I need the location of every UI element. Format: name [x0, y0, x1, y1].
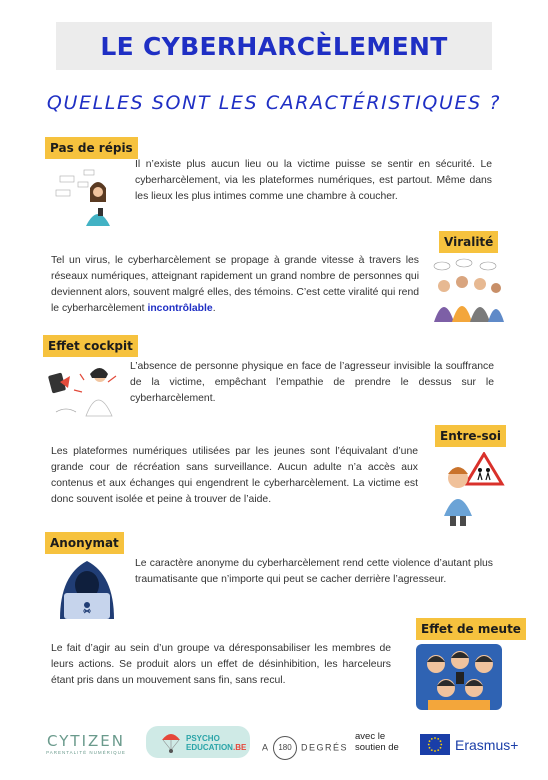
- phone-girl-illustration: [52, 168, 120, 228]
- tag-entre-soi: Entre-soi: [435, 425, 506, 447]
- cytizen-name: CYTIZEN: [47, 732, 125, 750]
- a180-number: 180: [273, 736, 297, 760]
- psycho-suffix: .BE: [232, 743, 247, 752]
- boy-warning-sign-illustration: [436, 452, 508, 528]
- a180-letter: A: [262, 742, 270, 753]
- hooded-hacker-illustration: [50, 555, 124, 619]
- page-title: LE CYBERHARCÈLEMENT: [100, 31, 448, 61]
- section-6-text: Le fait d’agir au sein d’un groupe va déresponsabiliser les membres de leurs actions. Se produit alors un effet de désinhibition, les harceleurs étant pris dans un mouvement sans fin, sans recul.: [51, 643, 391, 686]
- crowd-phones-illustration: [430, 258, 504, 322]
- eu-flag-icon: [420, 734, 450, 755]
- a180-word: DEGRÉS: [301, 742, 349, 753]
- a180-degres-logo: [262, 736, 348, 760]
- footer-logos: [0, 722, 548, 772]
- psycho-line-1: PSYCHO: [186, 734, 220, 743]
- title-box: [56, 22, 492, 70]
- psycho-education-name: [186, 734, 246, 752]
- tag-pas-de-repis: Pas de répis: [45, 137, 138, 159]
- tag-effet-de-meute: Effet de meute: [416, 618, 526, 640]
- psycho-education-logo: [146, 726, 250, 758]
- section-3-text: L’absence de personne physique en face de l’agresseur invisible la souffrance de la victime, empêchant l’empathie de prendre le dessus sur le cyberharcèlement.: [130, 361, 494, 404]
- cytizen-logo: [38, 732, 134, 755]
- page-subtitle: QUELLES SONT LES CARACTÉRISTIQUES ?: [46, 92, 502, 114]
- aggression-illustration: [46, 360, 122, 422]
- section-4-text: Les plateformes numériques utilisées par les jeunes sont l’équivalant d’une grande cour de récréation sans surveillance. Aucun adulte n’a accès aux contenus et aux échanges qui engendrent le cyberharcèlement. La victime est donc souvent isolée et peine à trouver de l’aide.: [51, 446, 418, 505]
- support-text: [355, 731, 399, 753]
- tag-viralite: Viralité: [439, 231, 498, 253]
- section-1-text: Il n’existe plus aucun lieu ou la victime puisse se sentir en sécurité. Le cyberharcèlement, via les plateformes numériques, est partout. Même dans les lieux les plus intimes comme une chambre à coucher.: [135, 159, 492, 202]
- support-line-1: avec le: [355, 731, 386, 742]
- support-line-2: soutien de: [355, 742, 399, 753]
- tag-effet-cockpit: Effet cockpit: [43, 335, 138, 357]
- section-2-text-main: Tel un virus, le cyberharcèlement se propage à grande vitesse à travers les réseaux numériques, atteignant rapidement un grand nombre de personnes qui deviennent alors, souvent malgré elles, des témoins. C’est cette viralité qui rend le cyberharcèlement: [51, 255, 419, 314]
- tag-anonymat: Anonymat: [45, 532, 124, 554]
- section-2-text-end: .: [212, 303, 216, 314]
- section-2-text: [51, 253, 419, 317]
- group-with-phones-illustration: [416, 644, 502, 710]
- section-2-text-bold: incontrôlable: [147, 303, 213, 314]
- section-5-text: Le caractère anonyme du cyberharcèlement rend cette violence d’autant plus traumatisante que n’importe qui peut se cacher derrière l’agresseur.: [135, 558, 493, 585]
- erasmus-logo-text: Erasmus+: [455, 737, 519, 753]
- parachute-icon: [160, 730, 182, 754]
- cytizen-tagline: PARENTALITÉ NUMÉRIQUE: [46, 750, 126, 755]
- psycho-line-2: EDUCATION: [186, 743, 233, 752]
